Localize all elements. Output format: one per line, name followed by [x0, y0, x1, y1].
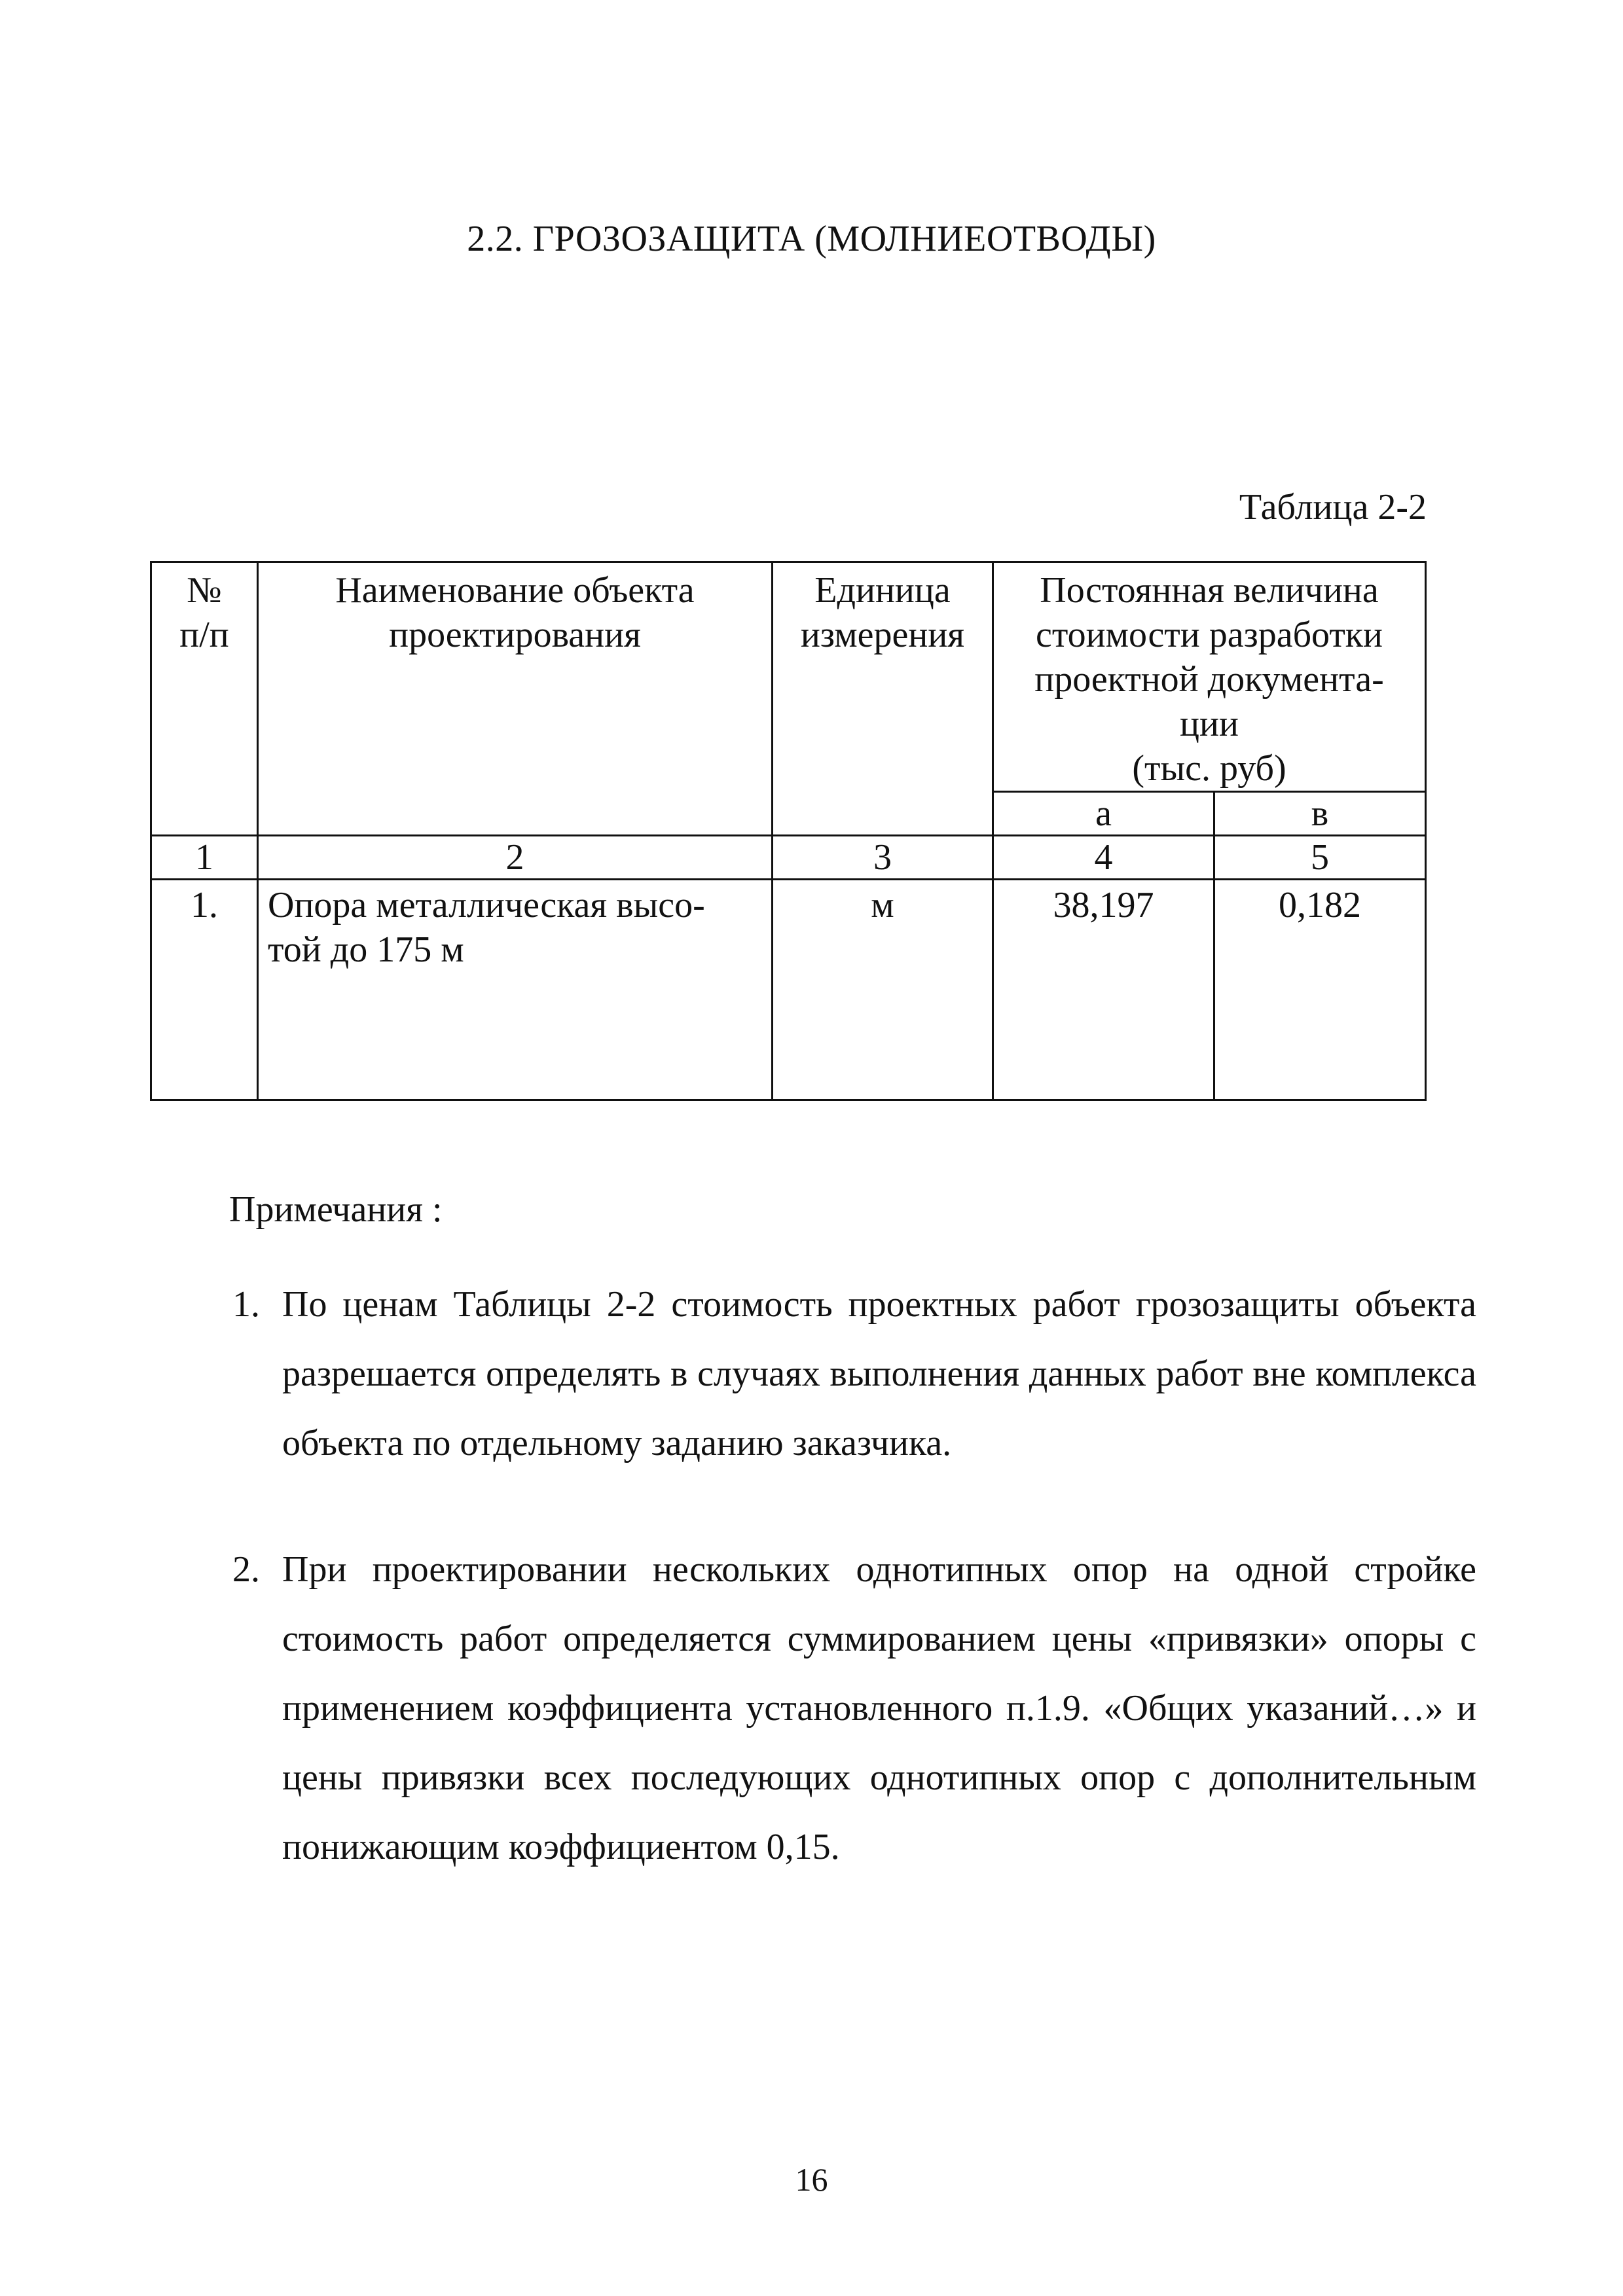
table-header-row — [151, 562, 1426, 792]
header-sub-b: в — [1214, 792, 1426, 836]
column-number: 4 — [993, 836, 1214, 880]
header-name — [258, 562, 773, 836]
header-unit — [773, 562, 993, 836]
column-number-row — [151, 836, 1426, 880]
column-number: 5 — [1214, 836, 1426, 880]
note-text: При проектировании нескольких однотипных опор на одной стройке стоимость работ определяется суммированием цены «привязки» опоры с применением коэффициента установленного п.1.9. «Общих указаний…» и цены привязки всех последующих однотипных опор с дополнительным понижающим коэффициентом 0,15. — [282, 1549, 1476, 1867]
header-cost-line: стоимости разработки — [1036, 615, 1383, 655]
note-item — [232, 1535, 1476, 1882]
notes-title: Примечания : — [229, 1189, 443, 1230]
header-num-line: п/п — [179, 615, 229, 655]
header-num-line: № — [187, 570, 222, 611]
header-sub-a: а — [993, 792, 1214, 836]
row-value-a: 38,197 — [993, 880, 1214, 1100]
row-unit: м — [773, 880, 993, 1100]
note-item — [232, 1270, 1476, 1478]
row-name-line: той до 175 м — [268, 929, 464, 970]
note-number: 2. — [232, 1549, 260, 1590]
row-name-line: Опора металлическая высо- — [268, 885, 705, 925]
row-name — [258, 880, 773, 1100]
page-title: 2.2. ГРОЗОЗАЩИТА (МОЛНИЕОТВОДЫ) — [467, 219, 1156, 259]
header-name-line: Наименование объекта — [335, 570, 695, 611]
row-num: 1. — [151, 880, 258, 1100]
header-unit-line: Единица — [814, 570, 951, 611]
header-cost-line: ции — [1180, 704, 1239, 744]
header-name-line: проектирования — [389, 615, 641, 655]
cost-table — [150, 561, 1427, 1101]
row-value-b: 0,182 — [1214, 880, 1426, 1100]
column-number: 2 — [258, 836, 773, 880]
page-number: 16 — [795, 2161, 828, 2198]
column-number: 1 — [151, 836, 258, 880]
header-unit-line: измерения — [800, 615, 965, 655]
header-cost-line: (тыс. руб) — [1132, 748, 1286, 789]
column-number: 3 — [773, 836, 993, 880]
header-num — [151, 562, 258, 836]
note-text: По ценам Таблицы 2-2 стоимость проектных работ грозозащиты объекта разрешается определять в случаях выполнения данных работ вне комплекса объекта по отдельному заданию заказчика. — [282, 1284, 1476, 1463]
header-cost — [993, 562, 1426, 792]
table-caption: Таблица 2-2 — [1239, 487, 1427, 528]
table-row — [151, 880, 1426, 1100]
header-cost-line: Постоянная величина — [1040, 570, 1379, 611]
header-cost-line: проектной документа- — [1034, 659, 1384, 700]
note-number: 1. — [232, 1284, 260, 1325]
